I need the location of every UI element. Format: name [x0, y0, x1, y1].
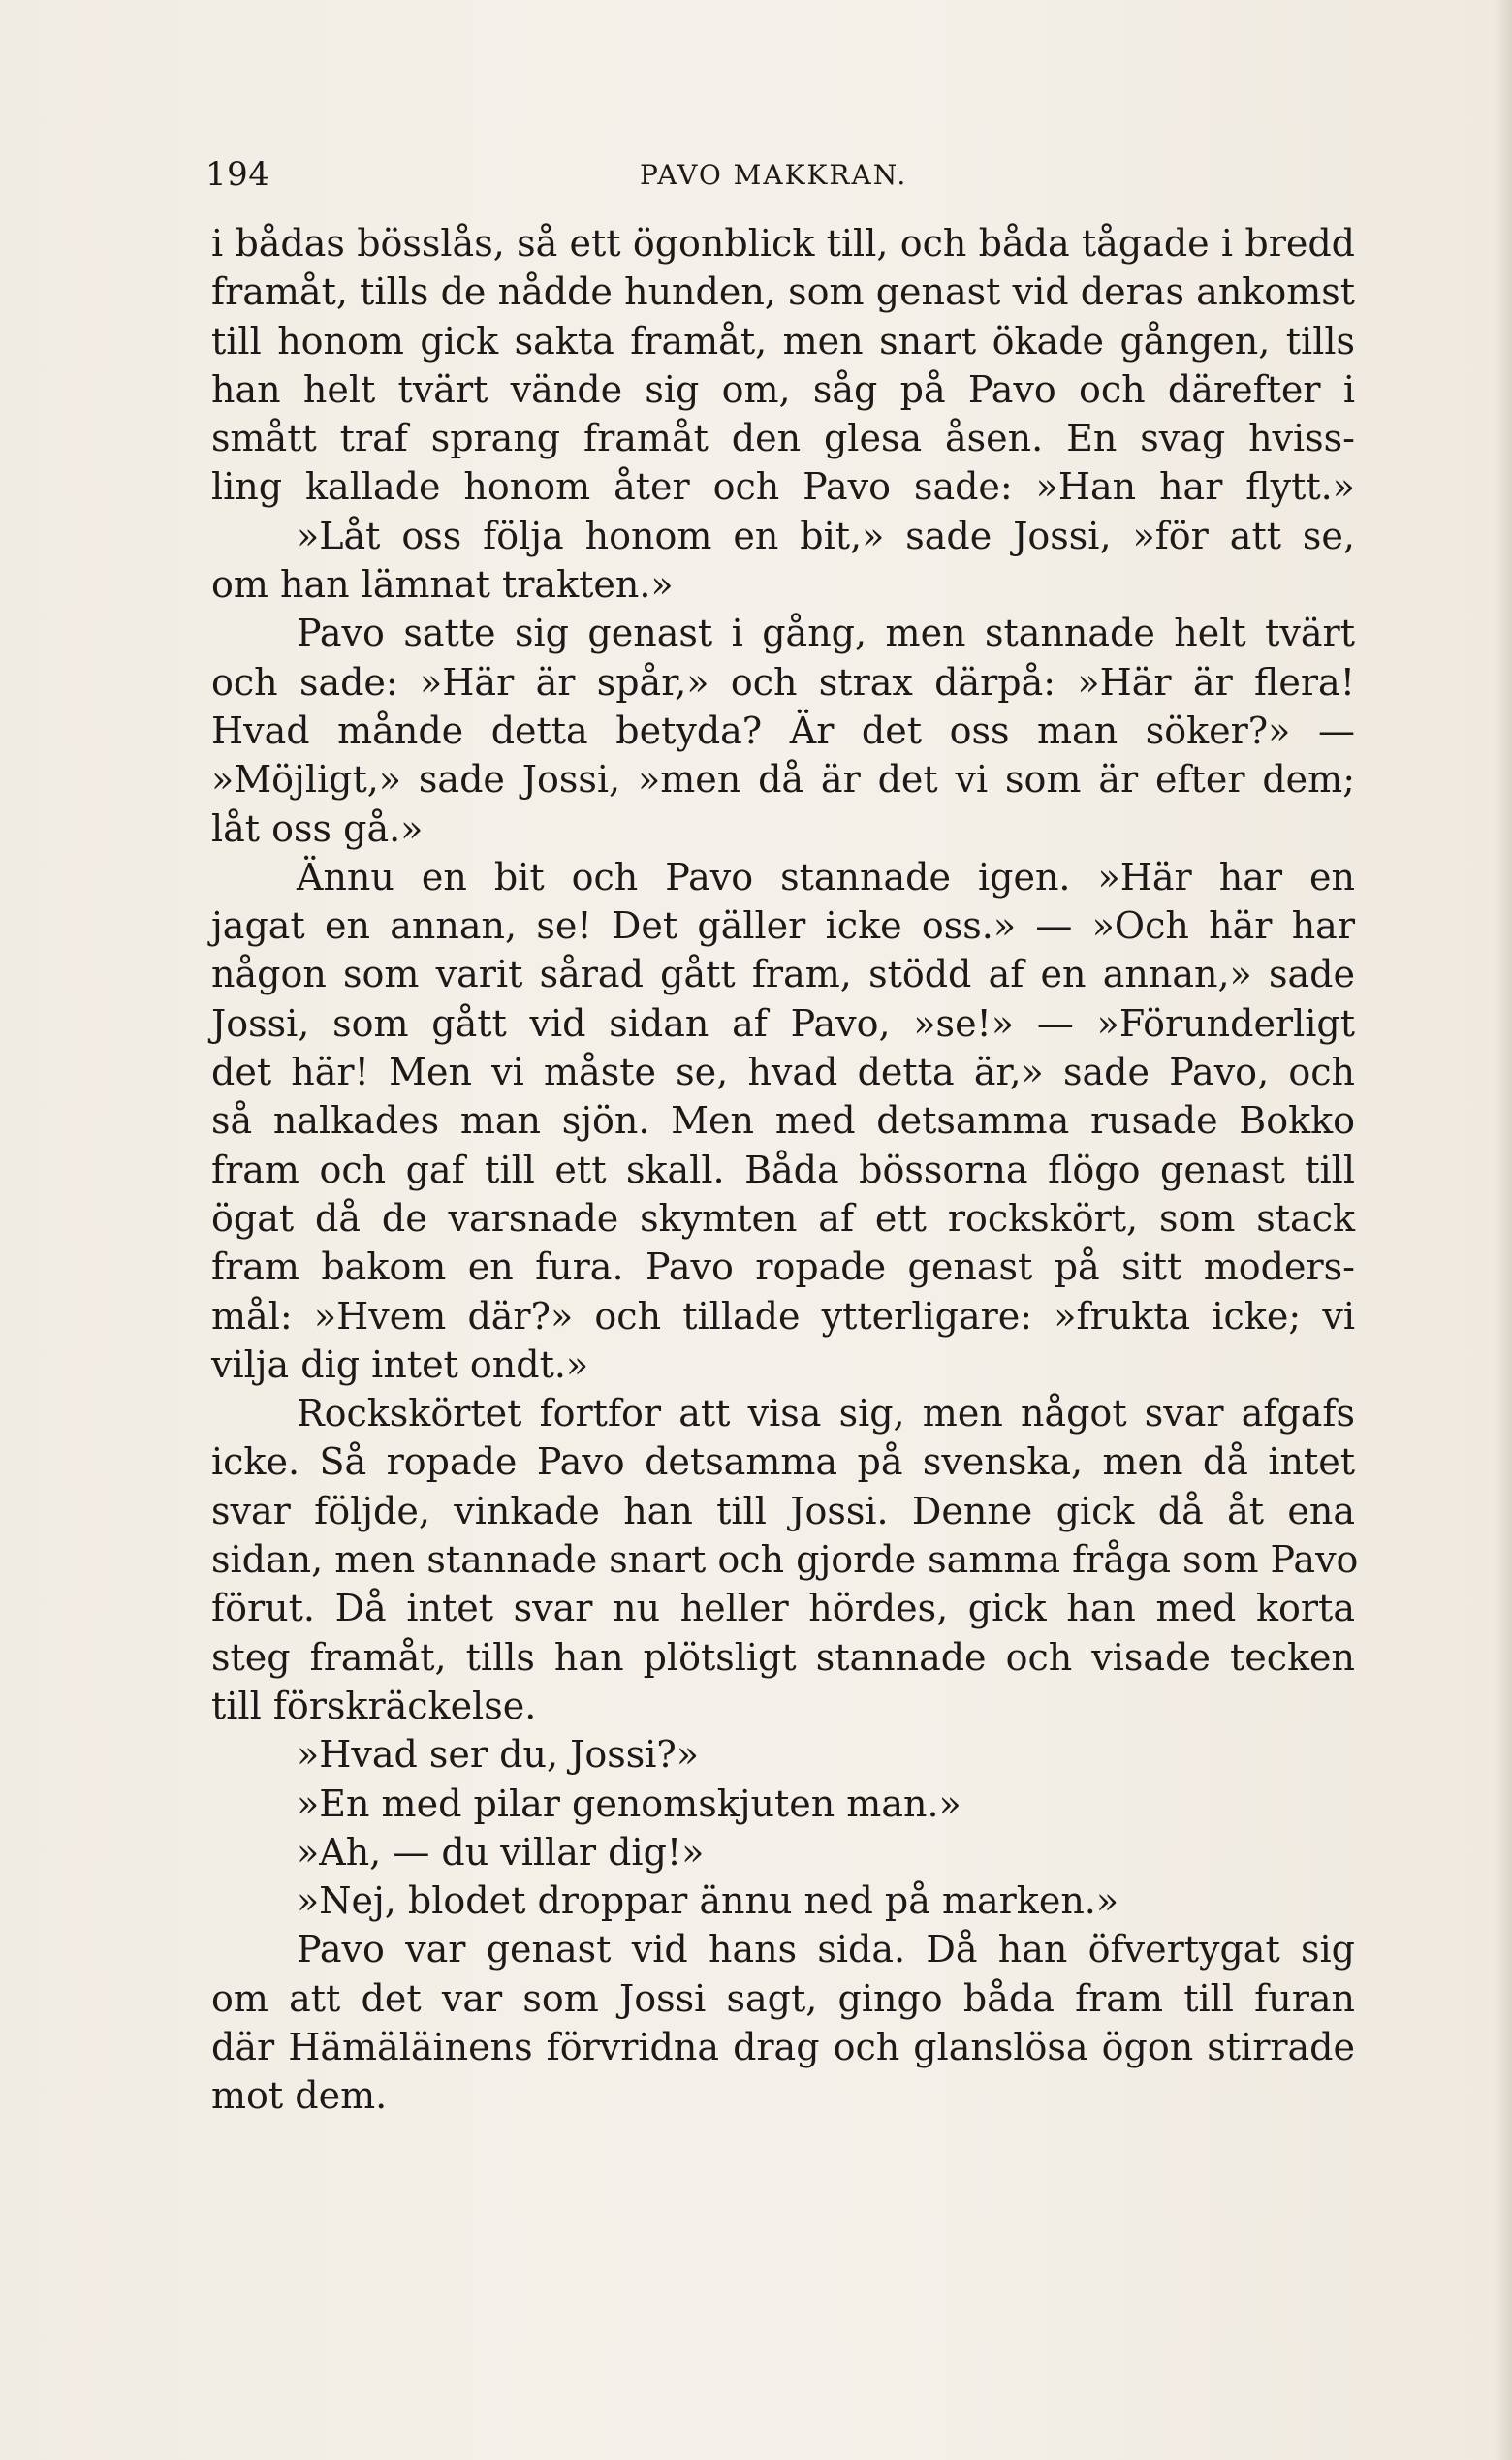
text-line: Hvad månde detta betyda? Är det oss man söker?» — [211, 709, 1355, 752]
text-line: »Möjligt,» sade Jossi, »men då är det vi som är efter dem; [211, 758, 1355, 802]
text-line: »En med pilar genomskjuten man.» [297, 1782, 961, 1825]
text-line: ling kallade honom åter och Pavo sade: »Han har flytt.» [211, 465, 1355, 509]
running-head: PAVO MAKKRAN. [640, 159, 908, 191]
text-line: där Hämäläinens förvridna drag och glanslösa ögon stirrade [211, 2025, 1355, 2068]
text-line: låt oss gå.» [211, 806, 424, 850]
text-line: och sade: »Här är spår,» och strax därpå: »Här är flera! [211, 660, 1355, 704]
text-line: Ännu en bit och Pavo stannade igen. »Här har en [297, 855, 1355, 899]
text-line: svar följde, vinkade han till Jossi. Denne gick då åt ena [211, 1489, 1355, 1532]
text-line: Pavo satte sig genast i gång, men stannade helt tvärt [297, 612, 1355, 655]
text-line: framåt, tills de nådde hunden, som genast vid deras ankomst [211, 270, 1355, 314]
text-line: Jossi, som gått vid sidan af Pavo, »se!» — »Förunderligt [211, 1001, 1355, 1045]
text-line: steg framåt, tills han plötsligt stannade och visade tecken [211, 1635, 1355, 1679]
text-line: icke. Så ropade Pavo detsamma på svenska, men då intet [211, 1440, 1355, 1484]
text-line: »Ah, — du villar dig!» [297, 1830, 705, 1874]
text-line: fram bakom en fura. Pavo ropade genast på sitt moders- [211, 1246, 1355, 1289]
text-line: »Hvad ser du, Jossi?» [297, 1733, 699, 1777]
text-line: ögat då de varsnade skymten af ett rockskört, som stack [211, 1196, 1355, 1240]
text-line: Rockskörtet fortfor att visa sig, men något svar afgafs [297, 1392, 1355, 1435]
page-header [205, 155, 1369, 204]
text-line: fram och gaf till ett skall. Båda bössorna flögo genast till [211, 1148, 1355, 1191]
text-line: till honom gick sakta framåt, men snart ökade gången, tills [211, 319, 1355, 363]
text-line: någon som varit sårad gått fram, stödd af en annan,» sade [211, 953, 1355, 996]
text-line: han helt tvärt vände sig om, såg på Pavo och därefter i [211, 367, 1355, 411]
text-line: mot dem. [211, 2074, 388, 2118]
page-number: 194 [205, 155, 270, 194]
text-line: till förskräckelse. [211, 1684, 537, 1727]
text-line: så nalkades man sjön. Men med detsamma rusade Bokko [211, 1099, 1355, 1143]
text-line: Pavo var genast vid hans sida. Då han öfvertygat sig [297, 1928, 1355, 1971]
text-line: om att det var som Jossi sagt, gingo båda fram till furan [211, 1976, 1355, 2020]
text-line: »Nej, blodet droppar ännu ned på marken.» [297, 1879, 1119, 1923]
page-edge-shadow [1495, 0, 1512, 2460]
text-line: smått traf sprang framåt den glesa åsen. En svag hviss- [211, 417, 1355, 460]
text-line: om han lämnat trakten.» [211, 563, 674, 607]
text-line: i bådas bösslås, så ett ögonblick till, och båda tågade i bredd [211, 222, 1355, 265]
body-text [211, 219, 1359, 2121]
text-line: sidan, men stannade snart och gjorde samma fråga som Pavo [211, 1538, 1359, 1582]
text-line: vilja dig intet ondt.» [211, 1342, 589, 1386]
text-line: jagat en annan, se! Det gäller icke oss.» — »Och här har [211, 904, 1355, 948]
text-line: förut. Då intet svar nu heller hördes, gick han med korta [211, 1587, 1355, 1630]
text-line: det här! Men vi måste se, hvad detta är,» sade Pavo, och [211, 1051, 1355, 1094]
text-line: mål: »Hvem där?» och tillade ytterligare: »frukta icke; vi [211, 1294, 1355, 1338]
text-line: »Låt oss följa honom en bit,» sade Jossi, »för att se, [297, 514, 1355, 557]
